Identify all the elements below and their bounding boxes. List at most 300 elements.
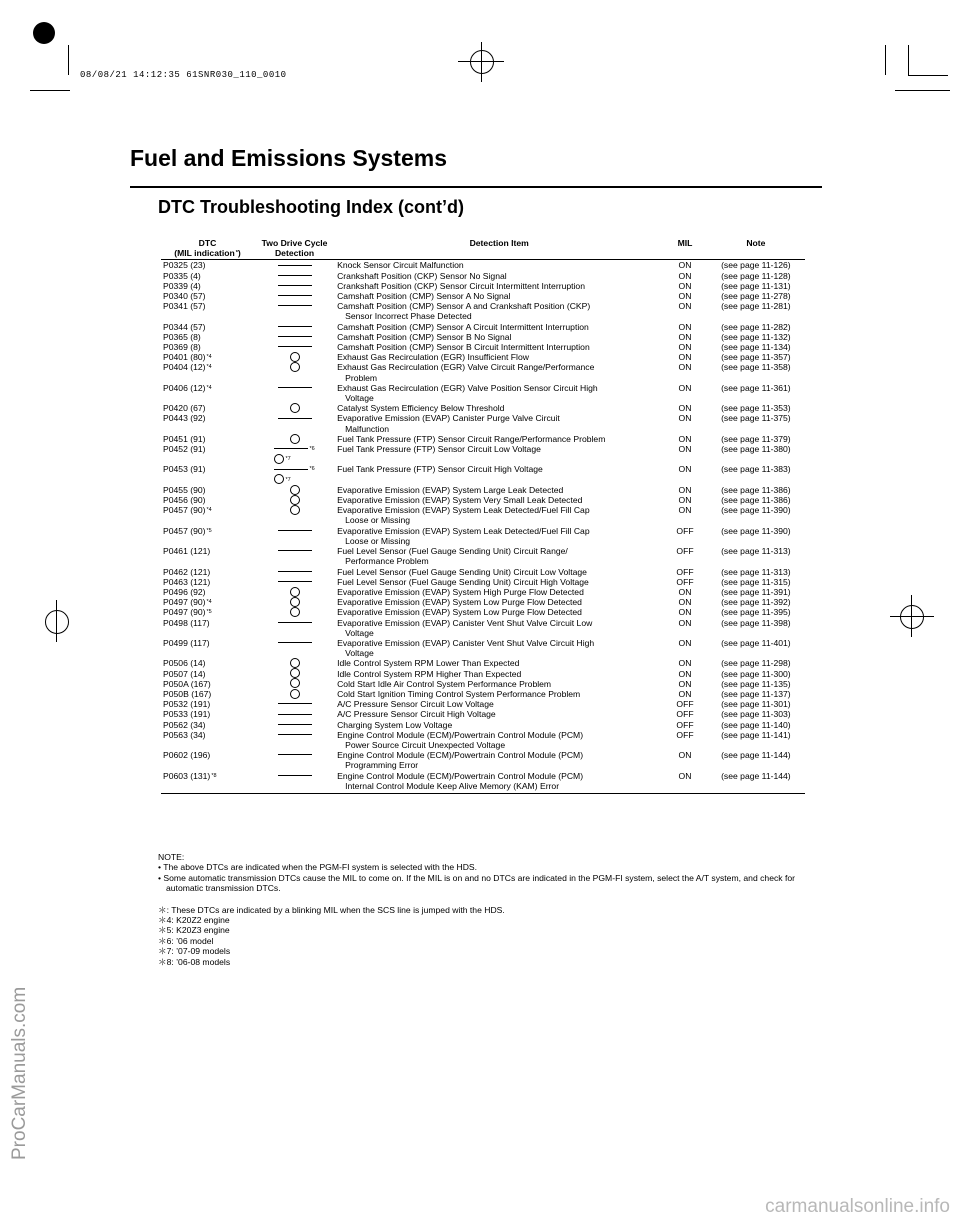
detection-item-text-cont: Power Source Circuit Unexpected Voltage: [345, 739, 506, 750]
cell-note: (see page 11-357): [721, 352, 791, 363]
dash-mark: [278, 775, 312, 776]
cell-two-drive: [254, 577, 335, 587]
cell-mil: ON: [678, 291, 692, 302]
footnote-mark: *4: [206, 354, 212, 361]
detection-item-text: Idle Control System RPM Higher Than Expected: [337, 668, 522, 679]
footnote-mark: *4: [206, 364, 212, 371]
dash-mark: [278, 295, 312, 296]
detection-item-text: Camshaft Position (CMP) Sensor A No Signal: [337, 291, 511, 302]
cell-detection-item: [335, 689, 663, 699]
cell-two-drive: [254, 352, 335, 362]
cell-dtc: P0496 (92): [163, 586, 206, 597]
page-subtitle: DTC Troubleshooting Index (cont’d): [158, 197, 464, 217]
footnote-mark: *4: [206, 507, 212, 514]
column-header-two-drive: Two Drive Cycle Detection: [254, 238, 335, 260]
circle-icon: [290, 689, 300, 699]
cell-note: (see page 11-135): [721, 678, 791, 689]
cell-note: (see page 11-379): [721, 433, 791, 444]
detection-item-text-cont: Malfunction: [345, 423, 390, 434]
dash-mark: [278, 336, 312, 337]
footnote: ＊8: ’06-08 models: [158, 956, 231, 967]
cell-note: (see page 11-386): [721, 495, 791, 506]
table-row: [161, 567, 805, 577]
cell-mil: OFF: [676, 566, 694, 577]
cell-detection-item: [335, 771, 663, 794]
circle-icon: [290, 362, 300, 372]
note-bullet: • Some automatic transmission DTCs cause the MIL to come on. If the MIL is on and no DTCs are indicated in the PGM-FI system, select the A/T system, and check for automatic transmission DTCs.: [158, 872, 795, 894]
table-row: [161, 638, 805, 658]
cell-mil: ON: [678, 597, 692, 608]
detection-item-text: Charging System Low Voltage: [337, 719, 453, 730]
circle-icon: [290, 505, 300, 515]
dash-mark: [278, 346, 312, 347]
footnote-mark: *5: [206, 527, 212, 534]
detection-item-text-cont: Loose or Missing: [345, 535, 411, 546]
table-row: [161, 709, 805, 719]
cell-mil: ON: [663, 771, 706, 794]
cell-note: (see page 11-391): [721, 586, 791, 597]
dash-mark: [278, 418, 312, 419]
cell-mil: ON: [678, 617, 692, 628]
cell-two-drive: [254, 362, 335, 382]
cell-two-drive: [254, 281, 335, 291]
cell-two-drive: [254, 495, 335, 505]
cell-mil: ON: [678, 331, 692, 342]
detection-item-text-cont: Loose or Missing: [345, 515, 411, 526]
cell-note: (see page 11-278): [721, 291, 791, 302]
cell-detection-item: [335, 567, 663, 577]
cell-note: (see page 11-315): [721, 576, 791, 587]
table-row: [161, 669, 805, 679]
crosshair-icon: [470, 50, 494, 74]
detection-item-text: Fuel Tank Pressure (FTP) Sensor Circuit High Voltage: [337, 464, 543, 475]
detection-item-text: Exhaust Gas Recirculation (EGR) Valve Circuit Range/Performance: [337, 362, 595, 373]
cell-note: (see page 11-140): [721, 719, 791, 730]
dash-mark: [278, 305, 312, 306]
cell-detection-item: [335, 546, 663, 566]
table-row: [161, 464, 805, 484]
cell-mil: ON: [678, 433, 692, 444]
detection-item-text: Camshaft Position (CMP) Sensor A and Crankshaft Position (CKP): [337, 301, 591, 312]
cell-mil: ON: [678, 403, 692, 414]
cell-note: (see page 11-132): [721, 331, 791, 342]
table-row: [161, 342, 805, 352]
detection-item-text: Evaporative Emission (EVAP) System Low Purge Flow Detected: [337, 607, 582, 618]
table-row: [161, 485, 805, 495]
table-row: [161, 291, 805, 301]
cell-detection-item: [335, 618, 663, 638]
circle-icon: [290, 495, 300, 505]
table-row: [161, 413, 805, 433]
column-header-note: Note: [707, 238, 805, 260]
detection-item-text: Crankshaft Position (CKP) Sensor Circuit Intermittent Interruption: [337, 280, 585, 291]
cell-two-drive: [254, 485, 335, 495]
cell-dtc: P0498 (117): [163, 617, 210, 628]
detection-item-text-cont: Voltage: [345, 627, 374, 638]
detection-item-text: Engine Control Module (ECM)/Powertrain Control Module (PCM): [337, 729, 584, 740]
detection-item-text-cont: Problem: [345, 372, 378, 383]
table-row: [161, 587, 805, 597]
dtc-index-table: [161, 238, 805, 794]
cell-two-drive: [254, 587, 335, 597]
cell-mil: ON: [678, 260, 692, 271]
detection-item-text: Catalyst System Efficiency Below Threshold: [337, 403, 505, 414]
crop-mark: [908, 45, 909, 75]
footnote: ＊5: K20Z3 engine: [158, 925, 230, 936]
cell-note: (see page 11-128): [721, 270, 791, 281]
cell-two-drive: [254, 771, 335, 794]
cell-two-drive: [254, 413, 335, 433]
crop-mark: [68, 45, 69, 75]
dash-mark: [278, 571, 312, 572]
table-row: [161, 383, 805, 403]
circle-icon: [290, 434, 300, 444]
cell-two-drive: [254, 301, 335, 321]
cell-mil: ON: [678, 444, 692, 455]
detection-item-text: Engine Control Module (ECM)/Powertrain Control Module (PCM): [337, 750, 584, 761]
table-row: [161, 771, 805, 794]
cell-mil: ON: [678, 301, 692, 312]
cell-dtc: P0420 (67): [163, 403, 206, 414]
cell-detection-item: [335, 505, 663, 525]
cell-dtc: P0369 (8): [163, 342, 201, 353]
table-row: [161, 434, 805, 444]
cell-dtc: P0462 (121): [163, 566, 211, 577]
cell-detection-item: [335, 597, 663, 607]
cell-detection-item: [335, 322, 663, 332]
detection-item-text: Fuel Level Sensor (Fuel Gauge Sending Unit) Circuit Range/: [337, 546, 568, 557]
cell-two-drive: [254, 567, 335, 577]
table-row: [161, 720, 805, 730]
column-header-mil: MIL: [663, 238, 706, 260]
crop-mark: [30, 90, 70, 91]
cell-mil: ON: [678, 270, 692, 281]
circle-icon: [274, 474, 284, 484]
footnote: ＊6: ’06 model: [158, 935, 214, 946]
table-row: [161, 444, 805, 464]
cell-dtc: P0406 $(12)^{*4}$: [163, 382, 212, 393]
cell-note: (see page 11-282): [721, 321, 791, 332]
dash-mark: [278, 724, 312, 725]
cell-mil: ON: [678, 413, 692, 424]
circle-icon: [290, 597, 300, 607]
circle-icon: [290, 485, 300, 495]
cell-mil: ON: [678, 505, 692, 516]
cell-two-drive: [254, 434, 335, 444]
cell-detection-item: [335, 658, 663, 668]
cell-two-drive: [254, 669, 335, 679]
cell-detection-item: [335, 434, 663, 444]
cell-mil: ON: [678, 607, 692, 618]
footnote-mark: *6: [309, 466, 315, 473]
crop-mark: [481, 42, 482, 82]
cell-note: (see page 11-383): [721, 464, 791, 475]
detection-item-text: Evaporative Emission (EVAP) System Very Small Leak Detected: [337, 495, 583, 506]
cell-detection-item: [335, 281, 663, 291]
cell-mil: ON: [678, 362, 692, 373]
detection-item-text-cont: Performance Problem: [345, 556, 429, 567]
cell-two-drive: [254, 526, 335, 546]
detection-item-text-cont: Voltage: [345, 648, 374, 659]
cell-mil: ON: [678, 678, 692, 689]
cell-dtc: P0602 (196): [163, 750, 211, 761]
table-row: [161, 658, 805, 668]
cell-dtc: P0339 (4): [163, 280, 201, 291]
detection-item-text: Evaporative Emission (EVAP) System Leak Detected/Fuel Fill Cap: [337, 505, 590, 516]
detection-item-text: Fuel Tank Pressure (FTP) Sensor Circuit Low Voltage: [337, 444, 541, 455]
cell-detection-item: [335, 362, 663, 382]
cell-dtc: P0506 (14): [163, 658, 206, 669]
cell-two-drive: [254, 699, 335, 709]
footnote-mark: *4: [206, 384, 212, 391]
table-row: [161, 750, 805, 770]
table-row: [161, 352, 805, 362]
cell-dtc: P0335 (4): [163, 270, 201, 281]
cell-dtc: P0497 $(90)^{*5}$: [163, 607, 212, 618]
detection-item-text: A/C Pressure Sensor Circuit High Voltage: [337, 709, 496, 720]
dash-mark: [278, 265, 312, 266]
cell-mil: ON: [678, 668, 692, 679]
cell-dtc: P0344 (57): [163, 321, 206, 332]
cell-mil: ON: [678, 280, 692, 291]
cell-two-drive: [254, 638, 335, 658]
crop-mark: [458, 61, 504, 62]
footnote-mark: *8: [211, 772, 217, 779]
notes-heading: NOTE:: [158, 852, 185, 862]
cell-note: (see page 11-380): [721, 444, 791, 455]
cell-detection-item: [335, 699, 663, 709]
cell-dtc: P0463 (121): [163, 576, 211, 587]
cell-detection-item: [335, 403, 663, 413]
cell-note: (see page 11-137): [721, 688, 791, 699]
cell-dtc: P0401 $(80)^{*4}$: [163, 352, 212, 363]
table-row: [161, 322, 805, 332]
cell-detection-item: [335, 526, 663, 546]
cell-detection-item: [335, 342, 663, 352]
cell-two-drive: [254, 689, 335, 699]
cell-two-drive: [254, 597, 335, 607]
cell-detection-item: [335, 720, 663, 730]
registration-mark-icon: [33, 22, 55, 44]
cell-detection-item: [335, 638, 663, 658]
cell-two-drive: [254, 730, 335, 750]
cell-dtc: P0456 (90): [163, 495, 206, 506]
detection-item-text: Fuel Level Sensor (Fuel Gauge Sending Unit) Circuit High Voltage: [337, 576, 589, 587]
cell-detection-item: [335, 577, 663, 587]
circle-icon: [274, 454, 284, 464]
side-watermark: ProCarManuals.com: [9, 986, 30, 1160]
cell-mil: OFF: [676, 719, 694, 730]
detection-item-text: Evaporative Emission (EVAP) System Leak Detected/Fuel Fill Cap: [337, 525, 590, 536]
detection-item-text: Cold Start Ignition Timing Control System Performance Problem: [337, 688, 581, 699]
cell-two-drive: [254, 260, 335, 271]
cell-dtc: P0497 $(90)^{*4}$: [163, 597, 212, 608]
cell-mil: OFF: [676, 709, 694, 720]
footnote-mark: *6: [309, 446, 315, 453]
column-header-detection-item: Detection Item: [335, 238, 663, 260]
cell-two-drive: [254, 403, 335, 413]
crop-mark: [895, 90, 950, 91]
table-row: [161, 618, 805, 638]
cell-dtc: P0457 $(90)^{*4}$: [163, 505, 212, 516]
footnote-mark: *7: [285, 456, 291, 463]
table-row: [161, 505, 805, 525]
cell-dtc: P0455 (90): [163, 484, 206, 495]
table-row: [161, 260, 805, 271]
crop-mark: [908, 75, 948, 76]
cell-detection-item: [335, 260, 663, 271]
cell-two-drive: [254, 709, 335, 719]
cell-two-drive: [254, 383, 335, 403]
detection-item-text: A/C Pressure Sensor Circuit Low Voltage: [337, 699, 494, 710]
cell-note: (see page 11-144): [707, 771, 805, 794]
detection-item-text-cont: Voltage: [345, 393, 374, 404]
cell-dtc: P0461 (121): [163, 546, 211, 557]
detection-item-text: Cold Start Idle Air Control System Performance Problem: [337, 678, 552, 689]
cell-dtc: P0365 (8): [163, 331, 201, 342]
cell-two-drive: [254, 607, 335, 617]
cell-two-drive: [254, 750, 335, 770]
cell-note: (see page 11-134): [721, 342, 791, 353]
cell-detection-item: [335, 444, 663, 464]
dash-mark: [274, 469, 308, 470]
cell-note: (see page 11-390): [721, 505, 791, 516]
cell-note: (see page 11-313): [721, 566, 791, 577]
cell-note: (see page 11-390): [721, 525, 791, 536]
table-row: [161, 730, 805, 750]
cell-two-drive: [254, 444, 335, 464]
dash-mark: [278, 622, 312, 623]
cell-mil: ON: [678, 382, 692, 393]
detection-item-text: Evaporative Emission (EVAP) System High Purge Flow Detected: [337, 586, 584, 597]
print-timestamp: 08/08/21 14:12:35 61SNR030_110_0010: [80, 70, 287, 80]
cell-detection-item: [335, 352, 663, 362]
detection-item-text: Evaporative Emission (EVAP) Canister Vent Shut Valve Circuit High: [337, 637, 595, 648]
footnote: ＊7: ’07-09 models: [158, 946, 231, 957]
crop-mark: [56, 600, 57, 642]
footnote-mark: *7: [285, 476, 291, 483]
detection-item-text: Fuel Level Sensor (Fuel Gauge Sending Unit) Circuit Low Voltage: [337, 566, 587, 577]
cell-two-drive: [254, 658, 335, 668]
cell-dtc: P0453 (91): [163, 464, 206, 475]
cell-dtc: P0404 $(12)^{*4}$: [163, 362, 212, 373]
cell-mil: ON: [678, 321, 692, 332]
table-row: [161, 271, 805, 281]
circle-icon: [290, 678, 300, 688]
cell-two-drive: [254, 291, 335, 301]
cell-dtc: P0532 (191): [163, 699, 211, 710]
notes-section: [158, 852, 818, 967]
table-row: [161, 495, 805, 505]
dash-mark: [278, 387, 312, 388]
dash-mark: [278, 326, 312, 327]
cell-mil: ON: [678, 484, 692, 495]
cell-dtc: P0533 (191): [163, 709, 211, 720]
cell-note: (see page 11-392): [721, 597, 791, 608]
footer-watermark: carmanualsonline.info: [765, 1196, 950, 1217]
cell-two-drive: [254, 332, 335, 342]
cell-note: (see page 11-131): [721, 280, 791, 291]
detection-item-text: Knock Sensor Circuit Malfunction: [337, 260, 464, 271]
table-row: [161, 679, 805, 689]
table-header-row: [161, 238, 805, 260]
cell-note: (see page 11-300): [721, 668, 791, 679]
cell-detection-item: [335, 709, 663, 719]
cell-note: (see page 11-375): [721, 413, 791, 424]
detection-item-text: Camshaft Position (CMP) Sensor A Circuit Intermittent Interruption: [337, 321, 589, 332]
cell-dtc: P0451 (91): [163, 433, 206, 444]
cell-mil: ON: [678, 352, 692, 363]
dash-mark: [278, 754, 312, 755]
cell-note: (see page 11-353): [721, 403, 791, 414]
table-row: [161, 301, 805, 321]
detection-item-text: Evaporative Emission (EVAP) Canister Purge Valve Circuit: [337, 413, 560, 424]
detection-item-text: Idle Control System RPM Lower Than Expected: [337, 658, 520, 669]
detection-item-text: Evaporative Emission (EVAP) System Low Purge Flow Detected: [337, 597, 582, 608]
dash-mark: [274, 448, 308, 449]
cell-note: (see page 11-281): [721, 301, 791, 312]
dash-mark: [278, 285, 312, 286]
cell-dtc: P0562 (34): [163, 719, 206, 730]
cell-note: (see page 11-398): [721, 617, 791, 628]
cell-two-drive: [254, 464, 335, 484]
cell-dtc: P0452 (91): [163, 444, 206, 455]
cell-two-drive: [254, 720, 335, 730]
circle-icon: [290, 607, 300, 617]
cell-mil: OFF: [676, 729, 694, 740]
cell-dtc: P0341 (57): [163, 301, 206, 312]
cell-detection-item: [335, 607, 663, 617]
table-row: [161, 577, 805, 587]
cell-two-drive: [254, 505, 335, 525]
dash-mark: [278, 734, 312, 735]
detection-item-text: Crankshaft Position (CKP) Sensor No Signal: [337, 270, 507, 281]
cell-detection-item: [335, 730, 663, 750]
cell-dtc: P0340 (57): [163, 291, 206, 302]
cell-note: (see page 11-298): [721, 658, 791, 669]
cell-mil: OFF: [676, 546, 694, 557]
cell-detection-item: [335, 495, 663, 505]
dash-mark: [278, 550, 312, 551]
detection-item-text: Evaporative Emission (EVAP) Canister Vent Shut Valve Circuit Low: [337, 617, 593, 628]
cell-mil: OFF: [676, 699, 694, 710]
cell-mil: ON: [678, 658, 692, 669]
cell-note: (see page 11-358): [721, 362, 791, 373]
cell-dtc: P0499 (117): [163, 637, 210, 648]
detection-item-text: Exhaust Gas Recirculation (EGR) Insufficient Flow: [337, 352, 529, 363]
cell-note: (see page 11-144): [721, 750, 791, 761]
cell-mil: ON: [678, 342, 692, 353]
cell-mil: ON: [678, 586, 692, 597]
cell-note: (see page 11-126): [721, 260, 791, 271]
cell-note: (see page 11-361): [721, 382, 791, 393]
detection-item-text: Fuel Tank Pressure (FTP) Sensor Circuit Range/Performance Problem: [337, 433, 606, 444]
detection-item-text-cont: Internal Control Module Keep Alive Memory (KAM) Error: [345, 780, 560, 791]
footnote: ＊4: K20Z2 engine: [158, 915, 230, 926]
cell-detection-item: [335, 464, 663, 484]
cell-detection-item: [335, 669, 663, 679]
cell-detection-item: [335, 332, 663, 342]
footnote: ＊: These DTCs are indicated by a blinking MIL when the SCS line is jumped with the HDS.: [158, 904, 505, 915]
cell-two-drive: [254, 546, 335, 566]
cell-detection-item: [335, 413, 663, 433]
note-bullet: • The above DTCs are indicated when the PGM-FI system is selected with the HDS.: [158, 862, 478, 873]
cell-mil: ON: [678, 495, 692, 506]
cell-dtc: P0443 (92): [163, 413, 206, 424]
dash-mark: [278, 530, 312, 531]
cell-detection-item: [335, 679, 663, 689]
column-header-dtc: DTC (MIL indication*): [161, 238, 254, 260]
